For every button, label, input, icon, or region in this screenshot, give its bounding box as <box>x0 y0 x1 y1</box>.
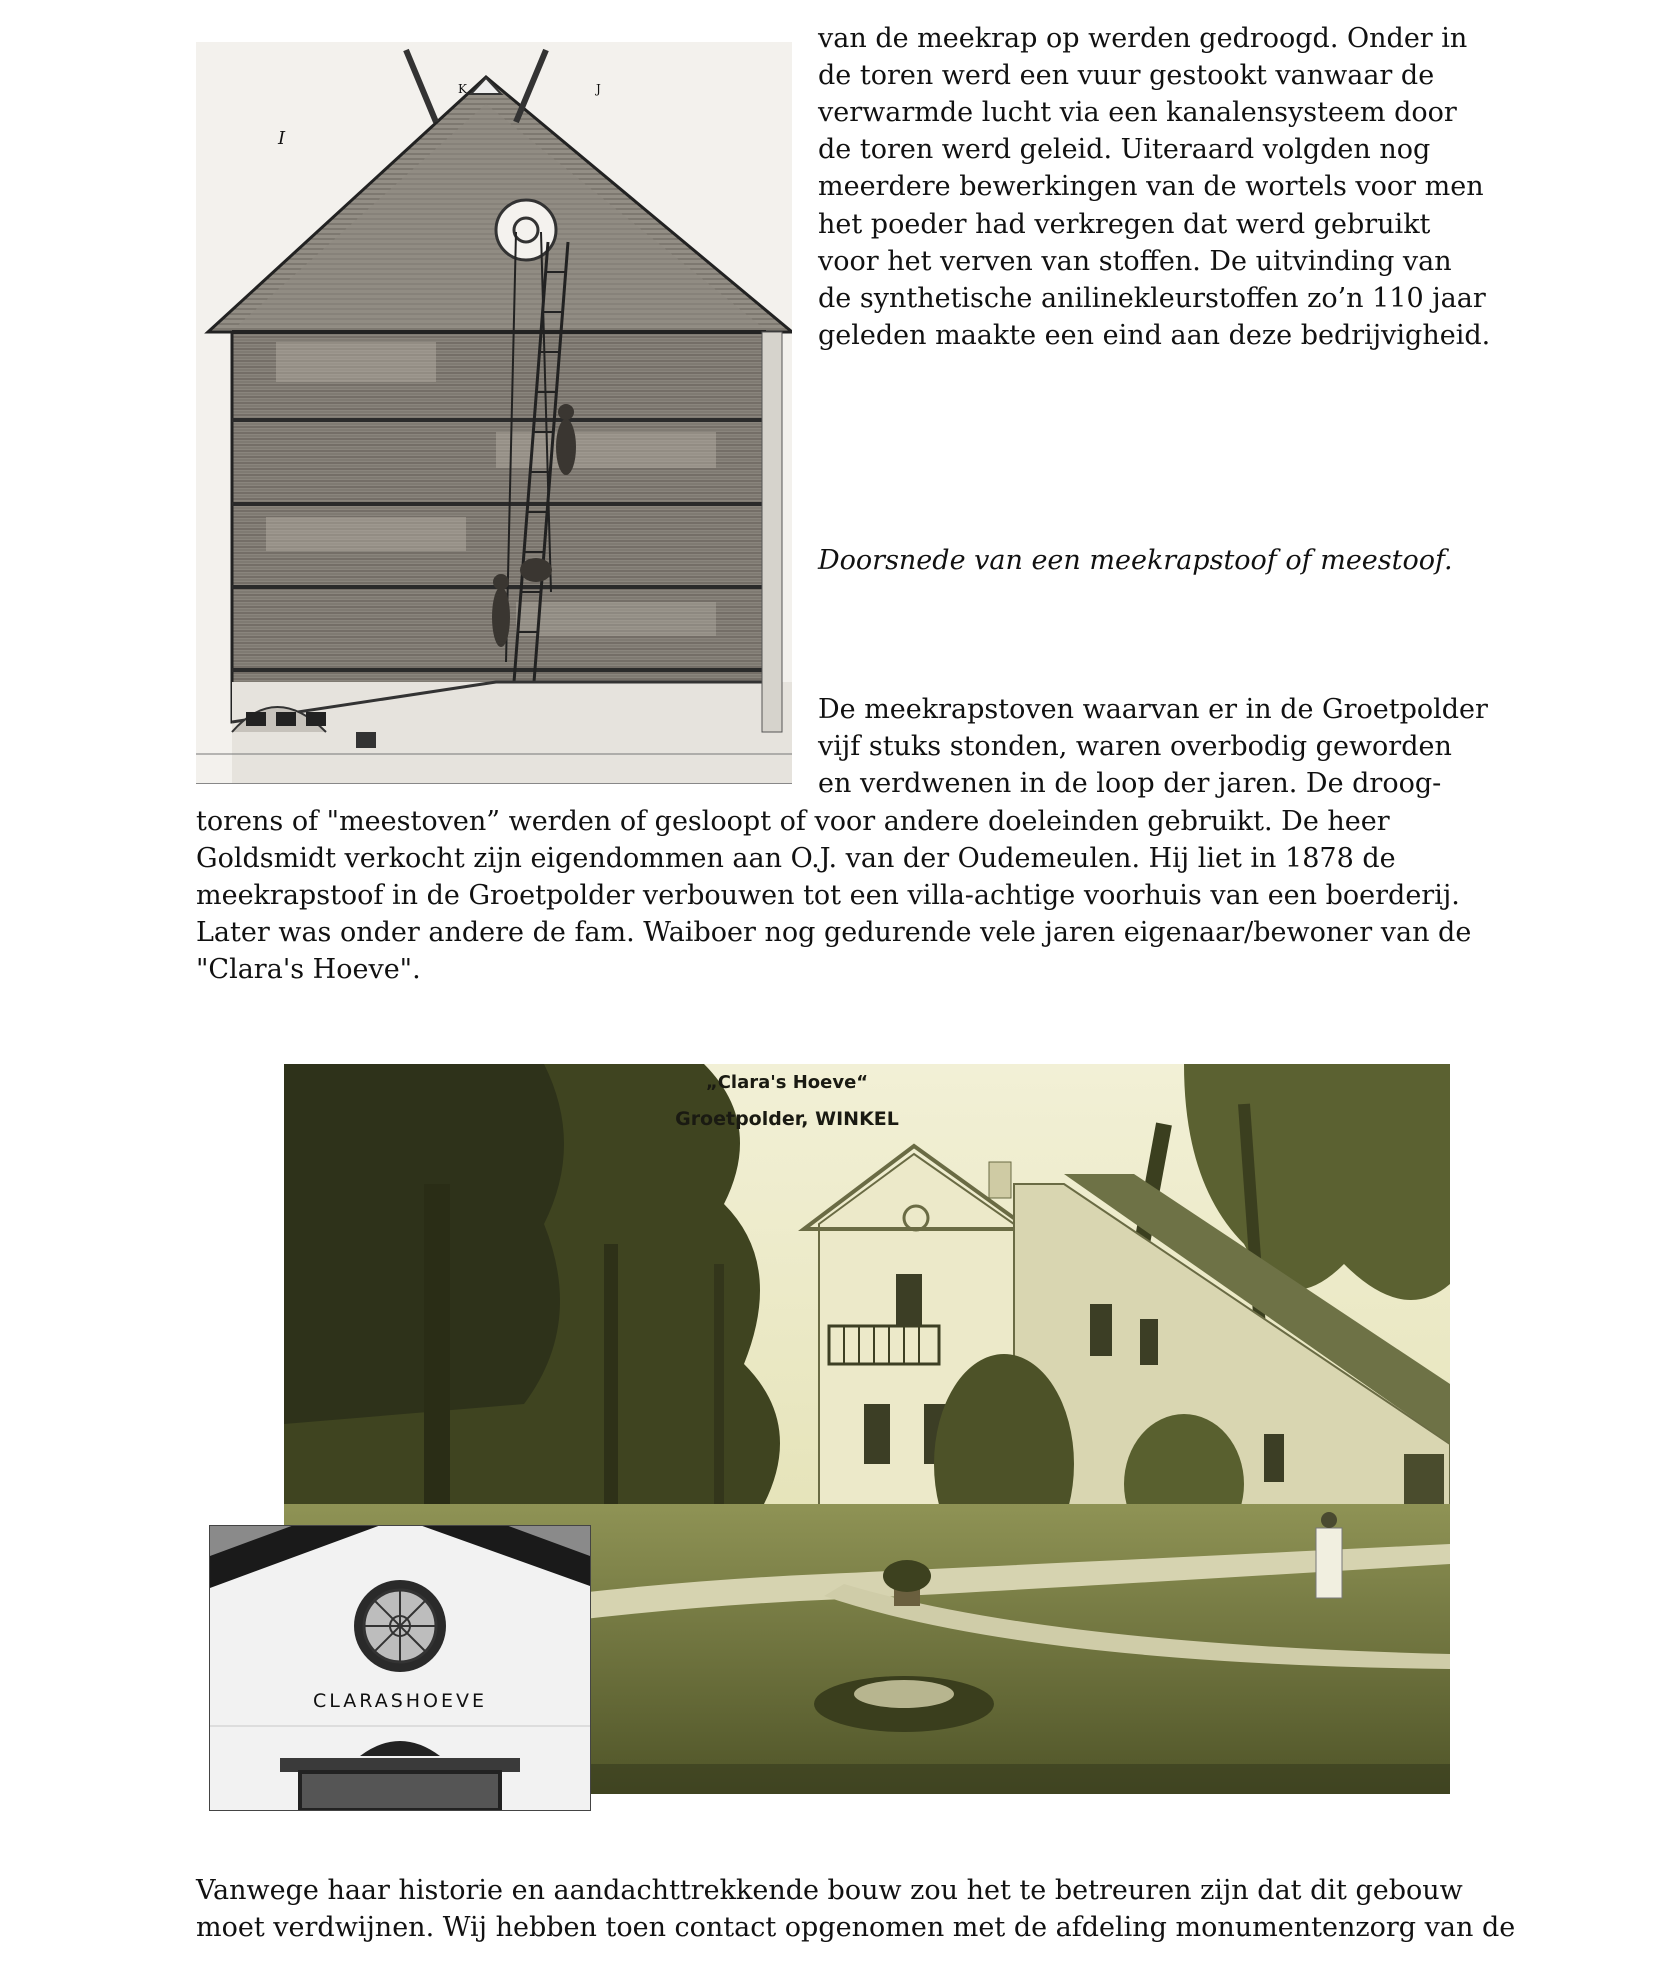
text-line: de toren werd een vuur gestookt vanwaar de <box>818 60 1435 91</box>
text-line: en verdwenen in de loop der jaren. De droog- <box>818 768 1442 799</box>
text-line: de toren werd geleid. Uiteraard volgden nog <box>818 134 1431 165</box>
text-line: van de meekrap op werden gedroogd. Onder in <box>818 23 1468 54</box>
text-line: Later was onder andere de fam. Waiboer nog gedurende vele jaren eigenaar/bewoner van de <box>196 917 1472 948</box>
text-line: verwarmde lucht via een kanalensysteem door <box>818 97 1457 128</box>
text-line: torens of "meestoven” werden of gesloopt of voor andere doeleinden gebruikt. De heer <box>196 806 1390 837</box>
illustration-label-k: K <box>458 82 467 96</box>
text-line: geleden maakte een eind aan deze bedrijvigheid. <box>818 320 1491 351</box>
text-line: Goldsmidt verkocht zijn eigendommen aan O.J. van der Oudemeulen. Hij liet in 1878 de <box>196 843 1396 874</box>
text-line: de synthetische anilinekleurstoffen zo’n 110 jaar <box>818 283 1486 314</box>
illustration-label-j: J <box>596 82 601 96</box>
text-line: het poeder had verkregen dat werd gebruikt <box>818 209 1431 240</box>
meestoof-cross-section-illustration <box>196 42 792 784</box>
text-line: "Clara's Hoeve". <box>196 954 421 985</box>
text-line: moet verdwijnen. Wij hebben toen contact opgenomen met de afdeling monumentenzorg van de <box>196 1912 1516 1943</box>
postcard-subtitle: Groetpolder, WINKEL <box>675 1108 899 1130</box>
text-line: De meekrapstoven waarvan er in de Groetpolder <box>818 694 1488 725</box>
illustration-caption: Doorsnede van een meekrapstoof of meestoof. <box>818 545 1453 576</box>
text-line: meerdere bewerkingen van de wortels voor men <box>818 171 1484 202</box>
text-line: voor het verven van stoffen. De uitvinding van <box>818 246 1452 277</box>
text-line: meekrapstoof in de Groetpolder verbouwen tot een villa-achtige voorhuis van een boerderij. <box>196 880 1460 911</box>
text-line: vijf stuks stonden, waren overbodig geworden <box>818 731 1452 762</box>
text-line: Vanwege haar historie en aandachttrekkende bouw zou het te betreuren zijn dat dit gebouw <box>196 1875 1463 1906</box>
clarashoeve-sign: CLARASHOEVE <box>312 1690 488 1712</box>
clarashoeve-gable-inset-photo <box>209 1525 591 1811</box>
postcard-title: „Clara's Hoeve“ <box>705 1072 869 1093</box>
illustration-label-i: I <box>278 128 286 149</box>
